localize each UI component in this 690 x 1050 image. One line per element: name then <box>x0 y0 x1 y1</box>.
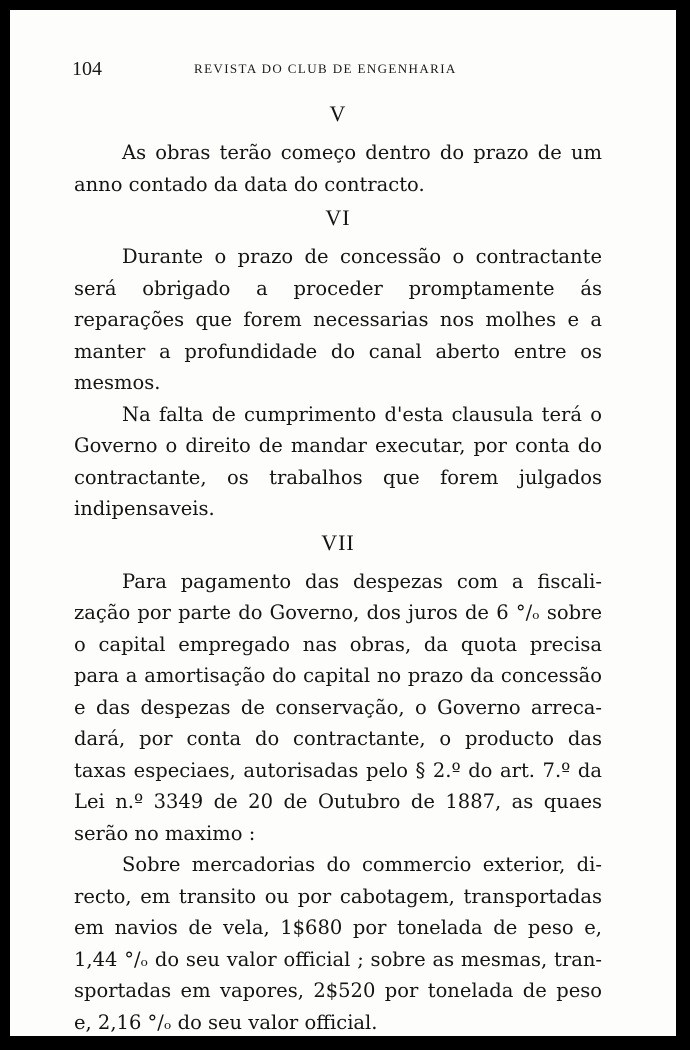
page-header <box>10 58 676 82</box>
section-heading: V <box>329 101 347 126</box>
paragraph: Durante o prazo de concessão o contractante será obrigado a proceder promptamente ás reparações que forem necessarias nos molhes e a manter a profundidade do canal aberto entre os mesmos. <box>74 245 602 394</box>
section-v <box>74 98 602 200</box>
book-page <box>10 10 676 1036</box>
text-body <box>74 98 602 1036</box>
running-title: REVISTA DO CLUB DE ENGENHARIA <box>194 61 457 76</box>
paragraph: As obras terão começo dentro do prazo de um anno contado da data do contracto. <box>74 141 602 196</box>
paragraph: Para pagamento das despezas com a fiscalização por parte do Governo, dos juros de 6 °/ₒ sobre o capital empregado nas obras, da quota precisa para a amortisação do capital no prazo da concessão e das despezas de conservação, o Governo arrecadará, por conta do contractante, o producto das taxas especiaes, autorisadas pelo § 2.º do art. 7.º da Lei n.º 3349 de 20 de Outubro de 1887, as quaes serão no maximo : <box>74 569 602 845</box>
section-heading: VII <box>321 529 355 555</box>
section-vii <box>74 527 602 1037</box>
paragraph: Sobre mercadorias do commercio exterior, directo, em transito ou por cabotagem, transportadas em navios de vela, 1$680 por tonelada de peso e, 1,44 °/ₒ do seu valor official ; sobre as mesmas, transportadas em vapores, 2$520 por tonelada de peso e, 2,16 °/ₒ do seu valor official. <box>74 853 602 1034</box>
section-heading: VI <box>325 205 351 230</box>
page-number: 104 <box>72 58 102 80</box>
paragraph: Na falta de cumprimento d'esta clausula terá o Governo o direito de mandar executar, por conta do contractante, os trabalhos que forem julgados indipensaveis. <box>74 402 602 520</box>
section-vi <box>74 202 602 525</box>
